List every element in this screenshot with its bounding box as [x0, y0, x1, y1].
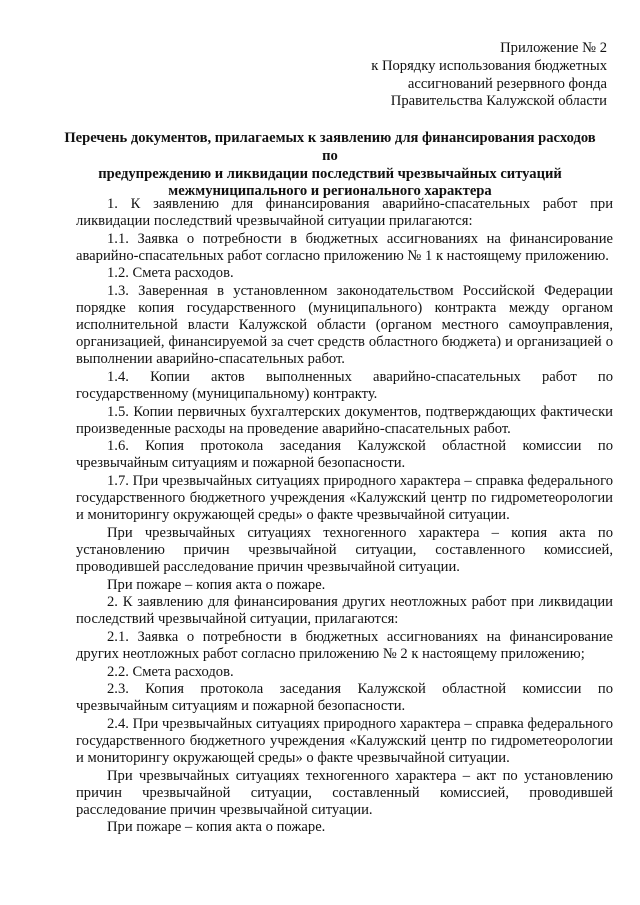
- title-line-2: предупреждению и ликвидации последствий чрезвычайных ситуаций: [98, 165, 562, 182]
- document-title: [60, 130, 600, 201]
- paragraph: При пожаре – копия акта о пожаре.: [107, 819, 326, 836]
- header-line-3: ассигнований резервного фонда: [407, 75, 607, 92]
- paragraph: При чрезвычайных ситуациях техногенного характера – копия акта по установлению причин чрезвычайной ситуации, составленного комиссией, проводившей расследование причин чрезвычайной ситуации.: [76, 524, 613, 575]
- paragraph: При пожаре – копия акта о пожаре.: [107, 576, 326, 593]
- paragraph: 1.1. Заявка о потребности в бюджетных ассигнованиях на финансирование аварийно-спасательных работ согласно приложению № 1 к настоящему приложению.: [76, 230, 613, 264]
- paragraph: 2.1. Заявка о потребности в бюджетных ассигнованиях на финансирование других неотложных работ согласно приложению № 2 к настоящему приложению;: [76, 628, 613, 662]
- paragraph: 1.4. Копии актов выполненных аварийно-спасательных работ по государственному (муниципальному) контракту.: [76, 368, 613, 403]
- paragraph: 2. К заявлению для финансирования других неотложных работ при ликвидации последствий чрезвычайной ситуации, прилагаются:: [76, 594, 613, 628]
- header-line-2: к Порядку использования бюджетных: [371, 57, 607, 74]
- paragraph: 1.5. Копии первичных бухгалтерских документов, подтверждающих фактически произведенные расходы на проведение аварийно-спасательных работ.: [76, 403, 613, 437]
- title-line-1: Перечень документов, прилагаемых к заявлению для финансирования расходов по: [64, 130, 596, 164]
- paragraph: 1.6. Копия протокола заседания Калужской областной комиссии по чрезвычайным ситуациям и пожарной безопасности.: [76, 438, 613, 472]
- paragraph: 1.7. При чрезвычайных ситуациях природного характера – справка федерального государственного бюджетного учреждения «Калужский центр по гидрометеорологии и мониторингу окружающей среды» о факте чрезвычайной ситуации.: [76, 473, 613, 524]
- paragraph: 1. К заявлению для финансирования аварийно-спасательных работ при ликвидации последствий чрезвычайной ситуации прилагаются:: [76, 196, 613, 230]
- paragraph: 2.4. При чрезвычайных ситуациях природного характера – справка федерального государственного бюджетного учреждения «Калужский центр по гидрометеорологии и мониторингу окружающей среды» о факте чрезвычайной ситуации.: [76, 715, 613, 766]
- document-body: [76, 196, 613, 837]
- paragraph: 1.3. Заверенная в установленном законодательством Российской Федерации порядке копия государственного (муниципального) контракта между органом исполнительной власти Калужской области (органом местного самоуправления, организацией, финансируемой за счет средств областного бюджета) и организацией о выполнении аварийно-спасательных работ.: [76, 282, 613, 368]
- title-line-3: межмуниципального и регионального характера: [168, 183, 492, 200]
- paragraph: 2.3. Копия протокола заседания Калужской областной комиссии по чрезвычайным ситуациям и пожарной безопасности.: [76, 681, 613, 715]
- header-line-1: Приложение № 2: [500, 40, 607, 56]
- paragraph: При чрезвычайных ситуациях техногенного характера – акт по установлению причин чрезвычайной ситуации, составленный комиссией, проводившей расследование причин чрезвычайной ситуации.: [76, 767, 613, 818]
- paragraph: 1.2. Смета расходов.: [107, 265, 234, 282]
- paragraph: 2.2. Смета расходов.: [107, 663, 234, 680]
- header-line-4: Правительства Калужской области: [390, 93, 607, 110]
- appendix-header: [371, 40, 607, 111]
